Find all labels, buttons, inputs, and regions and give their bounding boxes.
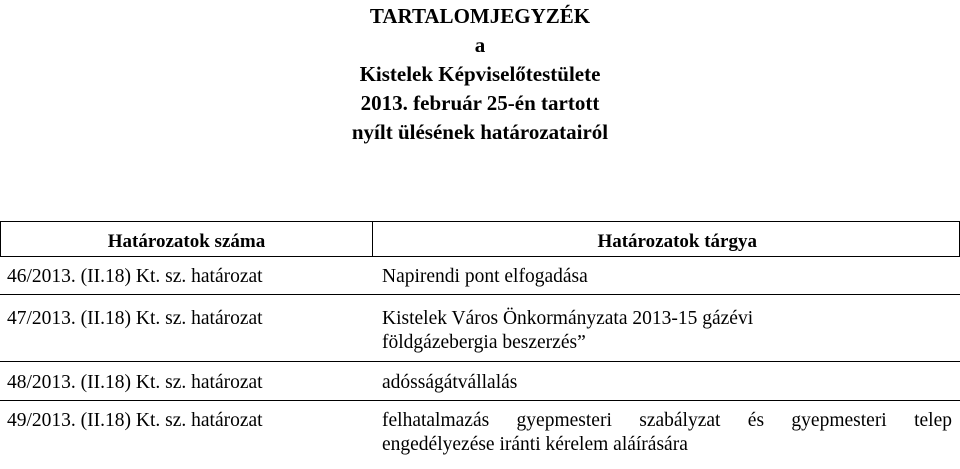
resolution-number: 46/2013. (II.18) Kt. sz. határozat [7, 266, 263, 287]
resolution-subject: Napirendi pont elfogadása [382, 266, 588, 287]
document-title [270, 2, 690, 147]
title-line-5: nyílt ülésének határozatairól [351, 120, 609, 144]
title-line-2: a [474, 33, 486, 57]
resolution-number: 48/2013. (II.18) Kt. sz. határozat [7, 372, 263, 393]
row-divider [0, 294, 960, 295]
resolution-number: 47/2013. (II.18) Kt. sz. határozat [7, 308, 263, 329]
resolution-subject: Kistelek Város Önkormányzata 2013-15 gázévi földgázebergia beszerzés” [382, 308, 754, 353]
resolution-subject: adósságátvállalás [382, 372, 518, 393]
title-line-1: TARTALOMJEGYZÉK [369, 4, 591, 28]
resolution-subject: felhatalmazás gyepmesteri szabályzat és gyepmesteri telep engedélyezése iránti kérelem aláírására [382, 410, 952, 455]
title-line-3: Kistelek Képviselőtestülete [359, 62, 601, 86]
resolution-number: 49/2013. (II.18) Kt. sz. határozat [7, 410, 263, 431]
row-divider [0, 361, 960, 362]
resolutions-table [0, 221, 960, 469]
row-divider [0, 400, 960, 401]
column-header-number: Határozatok száma [0, 221, 373, 257]
column-header-subject: Határozatok tárgya [373, 221, 960, 257]
title-line-4: 2013. február 25-én tartott [360, 91, 600, 115]
